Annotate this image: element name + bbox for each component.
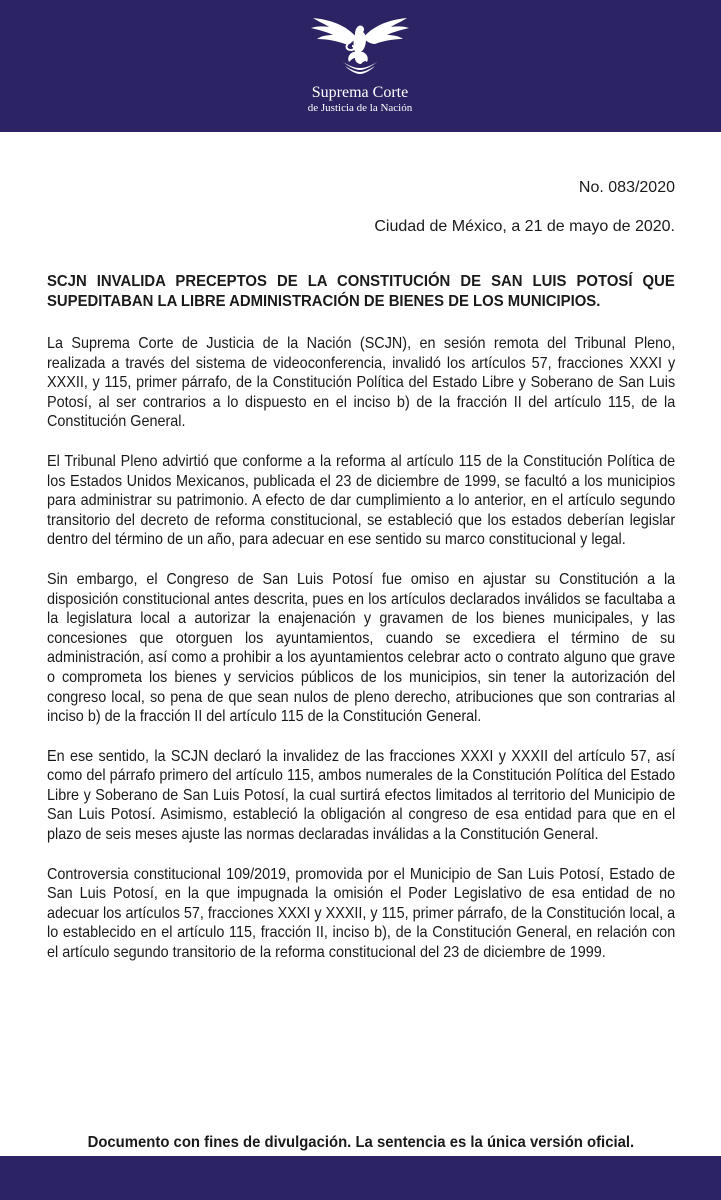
paragraph-1: La Suprema Corte de Justicia de la Nación (SCJN), en sesión remota del Tribunal Pleno, realizada a través del sistema de videoconferencia, invalidó los artículos 57, fracciones XXXI y XXXII, y 115, primer párrafo, de la Constitución Política del Estado Libre y Soberano de San Luis Potosí, al ser contrarios a lo dispuesto en el inciso b) de la fracción II del artículo 115, de la Constitución General. [47,335,676,431]
press-release-body [47,178,675,963]
logo-subtitle: de Justicia de la Nación [307,102,413,114]
footer-band [0,1156,721,1200]
paragraph-3: Sin embargo, el Congreso de San Luis Potosí fue omiso en ajustar su Constitución a la disposición constitucional antes descrita, pues en los artículos declarados inválidos se facultaba a la legislatura local a autorizar la enajenación y gravamen de los bienes municipales, y las concesiones que otorguen los ayuntamientos, cuando se excediera el término de su administración, así como a prohibir a los ayuntamientos celebrar acto o contrato alguno que grave o comprometa los bienes y servicios públicos de los municipios, sin tener la autorización del congreso local, so pena de que sean nulos de pleno derecho, atribuciones que son contrarias al inciso b) de la fracción II del artículo 115 de la Constitución General. [47,570,676,726]
eagle-emblem-icon [305,8,415,82]
paragraph-5: Controversia constitucional 109/2019, promovida por el Municipio de San Luis Potosí, Estado de San Luis Potosí, en la que impugnada la omisión el Poder Legislativo de esa entidad de no adecuar los artículos 57, fracciones XXXI y XXXII, y 115, primer párrafo, de la Constitución local, a lo establecido en el artículo 115, fracción II, inciso b), de la Constitución General, en relación con el artículo segundo transitorio de la reforma constitucional del 23 de diciembre de 1999. [47,865,676,962]
header-band [0,0,721,132]
paragraph-2: El Tribunal Pleno advirtió que conforme a la reforma al artículo 115 de la Constitución Política de los Estados Unidos Mexicanos, publicada el 23 de diciembre de 1999, se facultó a los municipios para administrar su patrimonio. A efecto de dar cumplimiento a lo anterior, en el artículo segundo transitorio del decreto de reforma constitucional, se estableció que los estados deberían legislar dentro del término de un año, para adecuar en ese sentido su marco constitucional y legal. [47,452,676,549]
logo-title: Suprema Corte [311,84,409,101]
disclaimer [0,1133,721,1153]
document-date: Ciudad de México, a 21 de mayo de 2020. [374,218,675,235]
headline: SCJN INVALIDA PRECEPTOS DE LA CONSTITUCIÓN DE SAN LUIS POTOSÍ QUE SUPEDITABAN LA LIBRE ADMINISTRACIÓN DE BIENES DE LOS MUNICIPIOS. [47,273,675,310]
paragraph-4: En ese sentido, la SCJN declaró la invalidez de las fracciones XXXI y XXXII del artículo 57, así como del párrafo primero del artículo 115, ambos numerales de la Constitución Política del Estado Libre y Soberano de San Luis Potosí, la cual surtirá efectos limitados al territorio del Municipio de San Luis Potosí. Asimismo, estableció la obligación al congreso de esa entidad para que en el plazo de seis meses ajuste las normas declaradas inválidas a la Constitución General. [47,747,676,844]
document-number: No. 083/2020 [578,179,675,196]
scjn-logo [290,8,430,114]
disclaimer-text: Documento con fines de divulgación. La sentencia es la única versión oficial. [87,1134,634,1151]
